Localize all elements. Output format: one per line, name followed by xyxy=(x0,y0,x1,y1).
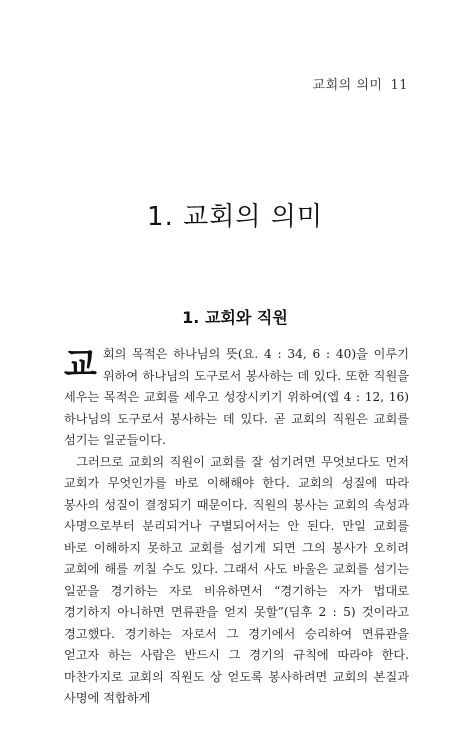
running-header xyxy=(313,74,408,93)
running-header-section: 교회의 의미 xyxy=(312,78,383,93)
paragraph-1 xyxy=(64,344,409,452)
page-number: 11 xyxy=(390,78,408,93)
section-title: 1. 교회와 직원 xyxy=(182,308,288,327)
paragraph-1-text: 회의 목적은 하나님의 뜻(요. 4 : 34, 6 : 40)을 이루기 위하여 하나님의 도구로서 봉사하는 데 있다. 또한 직원을 세우는 목적은 교회를 세우고 성장시키기 위하여(엡 4 : 12, 16) 하나님의 도구로서 봉사하는 데 있다. 곧 교회의 직원은 교회를 섬기는 일군들이다. xyxy=(64,347,409,447)
drop-cap: 교 xyxy=(64,345,97,385)
body-text xyxy=(64,344,409,710)
chapter-title: 1. 교회의 의미 xyxy=(147,202,323,232)
paragraph-2: 그러므로 교회의 직원이 교회를 잘 섬기려면 무엇보다도 먼저 교회가 무엇인가를 바로 이해해야 한다. 교회의 성질에 따라 봉사의 성질이 결정되기 때문이다. 직원의 봉사는 교회의 속성과 사명으로부터 분리되거나 구별되어서는 안 된다. 만일 교회를 바로 이해하지 못하고 교회를 섬기게 되면 그의 봉사가 오히려 교회에 해를 끼칠 수도 있다. 그래서 사도 바울은 교회를 섬기는 일꾼을 경기하는 자로 비유하면서 “경기하는 자가 법대로 경기하지 아니하면 면류관을 얻지 못할”(딤후 2 : 5) 것이라고 경고했다. 경기하는 자로서 그 경기에서 승리하여 면류관을 얻고자 하는 사람은 반드시 그 경기의 규칙에 따라야 한다. 마찬가지로 교회의 직원도 상 얻도록 봉사하려면 교회의 본질과 사명에 적합하게 xyxy=(64,454,410,705)
